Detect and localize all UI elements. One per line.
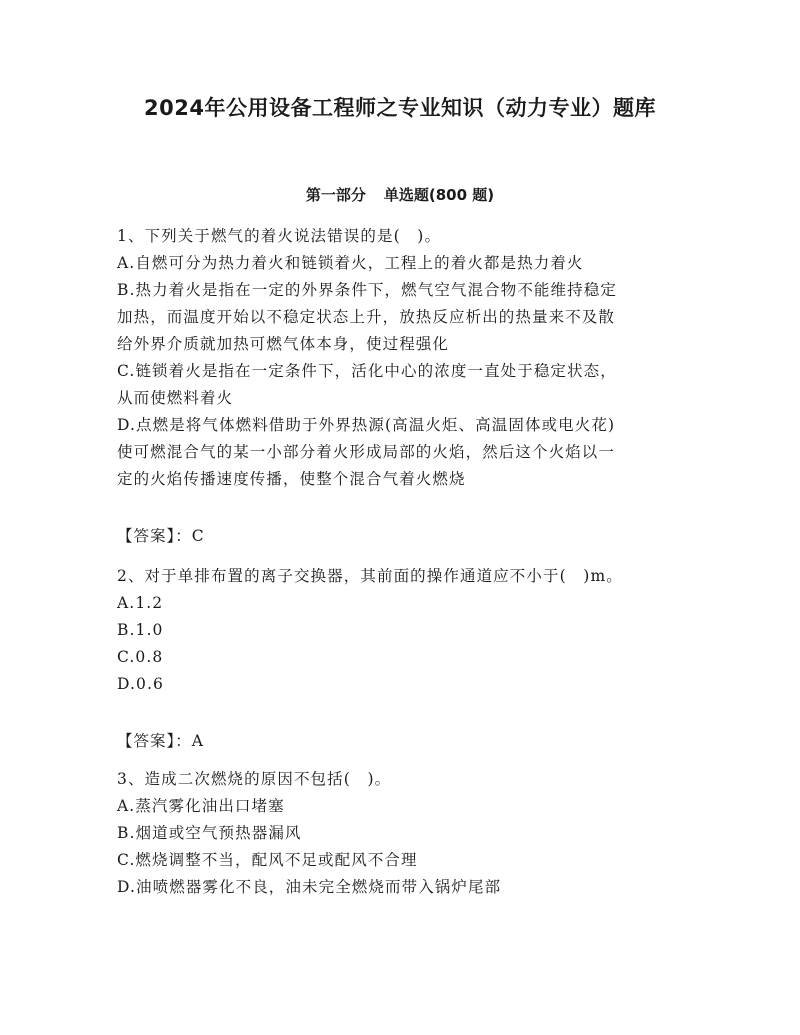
section-part: 第一部分 [305, 186, 366, 204]
question-1-option-c: C.链锁着火是指在一定条件下，活化中心的浓度一直处于稳定状态， [117, 362, 617, 380]
question-1-option-d-cont: 使可燃混合气的某一小部分着火形成局部的火焰，然后这个火焰以一 [117, 443, 616, 461]
question-3-option-a: A.蒸汽雾化油出口堵塞 [117, 797, 285, 815]
question-1-option-c-cont: 从而使燃料着火 [117, 389, 234, 407]
question-1-option-b: B.热力着火是指在一定的外界条件下，燃气空气混合物不能维持稳定 [117, 281, 617, 299]
question-2-option-a: A.1.2 [117, 594, 164, 612]
question-1-option-b-cont: 给外界介质就加热可燃气体本身，使过程强化 [117, 335, 450, 353]
question-1-option-d-cont: 定的火焰传播速度传播，使整个混合气着火燃烧 [117, 470, 466, 488]
question-3-option-c: C.燃烧调整不当，配风不足或配风不合理 [117, 851, 418, 869]
question-3-stem: 3、造成二次燃烧的原因不包括( )。 [117, 770, 392, 788]
question-1-stem: 1、下列关于燃气的着火说法错误的是( )。 [117, 227, 442, 245]
question-3-option-b: B.烟道或空气预热器漏风 [117, 824, 302, 842]
question-2-option-b: B.1.0 [117, 621, 164, 639]
question-1-answer: 【答案】：C [117, 527, 205, 545]
question-2-option-d: D.0.6 [117, 675, 164, 693]
question-1-option-b-cont: 加热，而温度开始以不稳定状态上升，放热反应析出的热量来不及散 [117, 308, 616, 326]
question-2-answer: 【答案】：A [117, 732, 204, 750]
question-1-option-a: A.自燃可分为热力着火和链锁着火，工程上的着火都是热力着火 [117, 254, 584, 272]
question-2-stem: 2、对于单排布置的离子交换器，其前面的操作通道应不小于( )m。 [117, 567, 623, 585]
question-2-option-c: C.0.8 [117, 648, 164, 666]
document-title: 2024年公用设备工程师之专业知识（动力专业）题库 [144, 96, 656, 120]
section-name: 单选题(800 题) [383, 186, 495, 204]
section-title [0, 184, 800, 205]
question-3-option-d: D.油喷燃器雾化不良，油未完全燃烧而带入锅炉尾部 [117, 878, 502, 896]
question-1-option-d: D.点燃是将气体燃料借助于外界热源(高温火炬、高温固体或电火花) [117, 416, 616, 434]
